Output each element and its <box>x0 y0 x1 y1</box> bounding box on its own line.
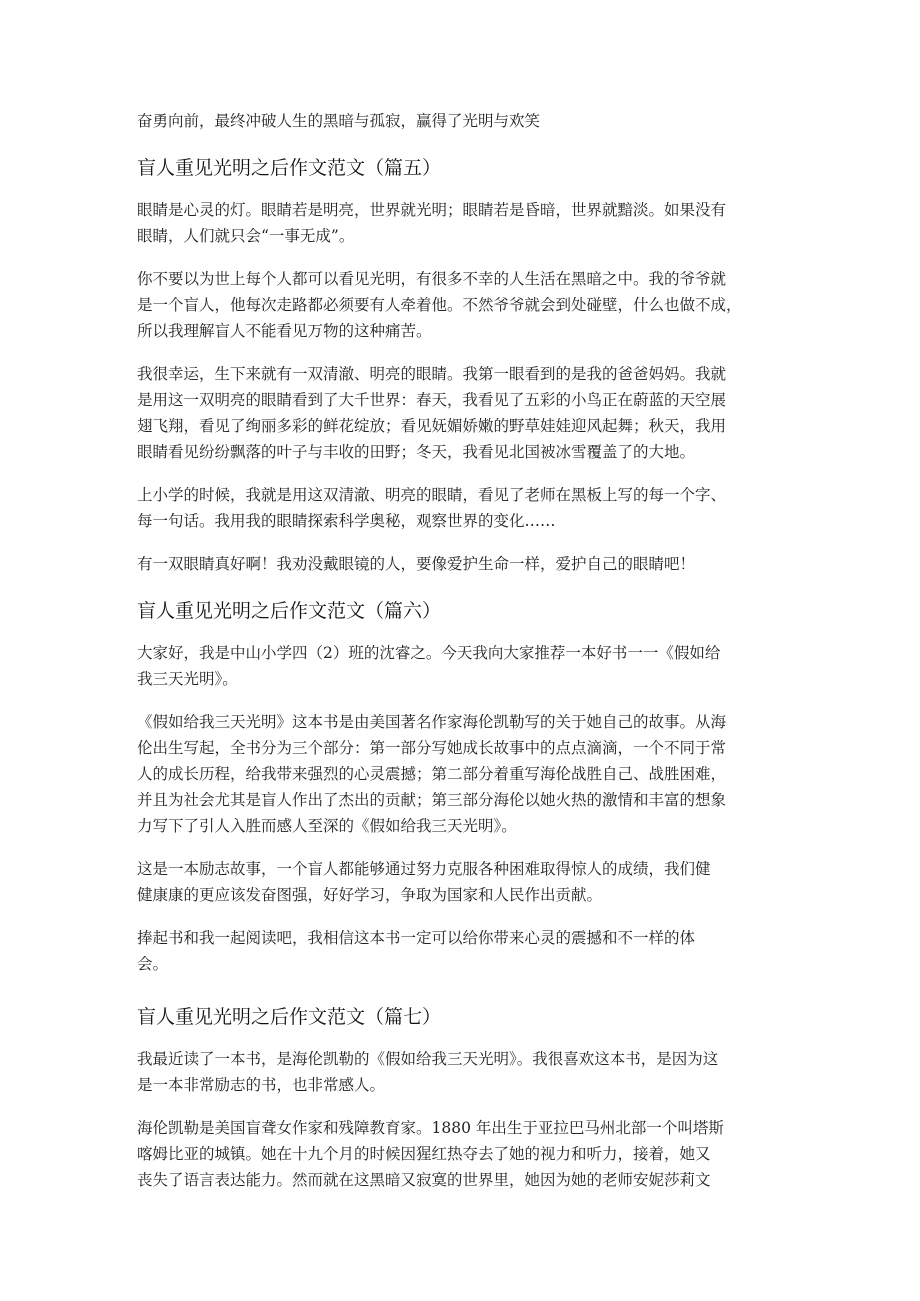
section-heading-6: 盲人重见光明之后作文范文（篇六） <box>137 600 442 622</box>
paragraph: 我很幸运，生下来就有一双清澈、明亮的眼睛。我第一眼看到的是我的爸爸妈妈。我就 是用这一双明亮的眼睛看到了大千世界：春天，我看见了五彩的小鸟正在蔚蓝的天空展 翅飞翔，看见了绚丽多彩的鲜花绽放；看见妩媚娇嫩的野草娃娃迎风起舞；秋天，我用 眼睛看见纷纷飘落的叶子与丰收的田野；冬天，我看见北国被冰雪覆盖了的大地。 <box>137 365 727 461</box>
paragraph: 捧起书和我一起阅读吧，我相信这本书一定可以给你带来心灵的震撼和不一样的体 会。 <box>137 929 696 973</box>
paragraph: 《假如给我三天光明》这本书是由美国著名作家海伦凯勒写的关于她自己的故事。从海 伦出生写起，全书分为三个部分：第一部分写她成长故事中的点点滴滴，一个不同于常 人的成长历程，给我带来强烈的心灵震撼；第二部分着重写海伦战胜自己、战胜困难， 并且为社会尤其是盲人作出了杰出的贡献；第三部分海伦以她火热的激情和丰富的想象 力写下了引人入胜而感人至深的《假如给我三天光明》。 <box>137 713 727 835</box>
paragraph: 你不要以为世上每个人都可以看见光明，有很多不幸的人生活在黑暗之中。我的爷爷就 是一个盲人，他每次走路都必须要有人牵着他。不然爷爷就会到处碰壁，什么也做不成， 所以我理解盲人不能看见万物的这种痛苦。 <box>137 270 742 340</box>
paragraph: 有一双眼睛真好啊！我劝没戴眼镜的人，要像爱护生命一样，爱护自己的眼睛吧！ <box>137 555 696 573</box>
section-heading-7: 盲人重见光明之后作文范文（篇七） <box>137 1006 442 1028</box>
paragraph: 大家好，我是中山小学四（2）班的沈睿之。今天我向大家推荐一本好书一一《假如给 我三天光明》。 <box>137 644 721 688</box>
paragraph: 奋勇向前，最终冲破人生的黑暗与孤寂，赢得了光明与欢笑 <box>137 112 541 130</box>
paragraph: 海伦凯勒是美国盲聋女作家和残障教育家。1880 年出生于亚拉巴马州北部一个叫塔斯 喀姆比亚的城镇。她在十九个月的时候因猩红热夺去了她的视力和听力，接着，她又 丧失了语言表达能力。然而就在这黑暗又寂寞的世界里，她因为她的老师安妮莎莉文 <box>137 1119 724 1189</box>
section-heading-5: 盲人重见光明之后作文范文（篇五） <box>137 157 442 179</box>
paragraph: 我最近读了一本书，是海伦凯勒的《假如给我三天光明》。我很喜欢这本书，是因为这 是一本非常励志的书，也非常感人。 <box>137 1050 719 1094</box>
paragraph: 上小学的时候，我就是用这双清澈、明亮的眼睛，看见了老师在黑板上写的每一个字、 每一句话。我用我的眼睛探索科学奥秘，观察世界的变化…… <box>137 486 727 530</box>
paragraph: 这是一本励志故事，一个盲人都能够通过努力克服各种困难取得惊人的成绩，我们健 健康康的更应该发奋图强，好好学习，争取为国家和人民作出贡献。 <box>137 860 711 904</box>
paragraph: 眼睛是心灵的灯。眼睛若是明亮，世界就光明；眼睛若是昏暗，世界就黯淡。如果没有 眼睛，人们就只会“一事无成”。 <box>137 201 727 245</box>
document-body <box>137 108 787 1193</box>
